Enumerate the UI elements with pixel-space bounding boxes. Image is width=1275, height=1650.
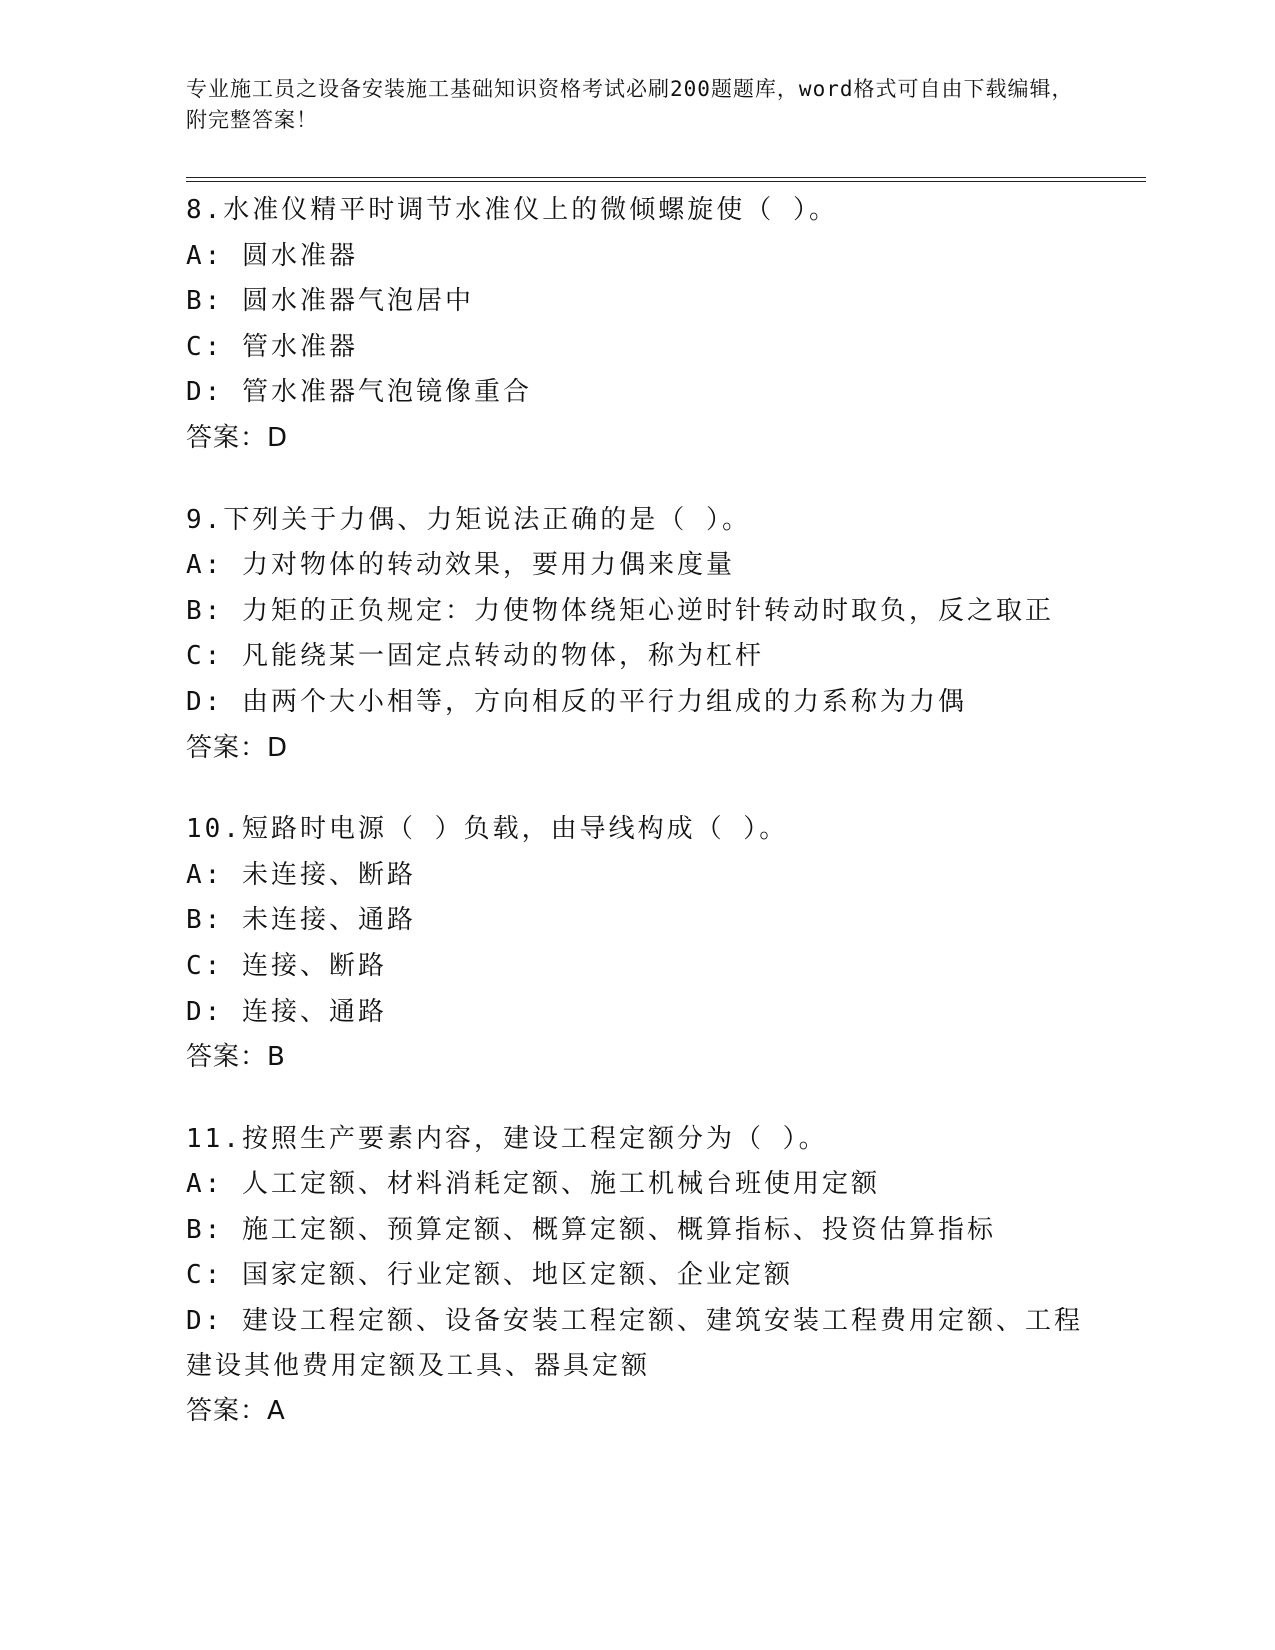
answer-line (186, 1035, 1086, 1081)
answer-label: 答案： (186, 1396, 268, 1427)
option-d: D: 建设工程定额、设备安装工程定额、建筑安装工程费用定额、工程建设其他费用定额及工具、器具定额 (186, 1306, 1083, 1382)
option-c: C: 管水准器 (186, 331, 358, 362)
option-a: A: 圆水准器 (186, 240, 358, 271)
option-c: C: 凡能绕某一固定点转动的物体，称为杠杆 (186, 641, 764, 672)
question-item (186, 498, 1086, 772)
option-a: A: 人工定额、材料消耗定额、施工机械台班使用定额 (186, 1169, 880, 1200)
question-item (186, 1117, 1086, 1435)
option-b: B: 力矩的正负规定：力使物体绕矩心逆时针转动时取负，反之取正 (186, 595, 1054, 626)
question-item (186, 188, 1086, 462)
document-intro: 专业施工员之设备安装施工基础知识资格考试必刷200题题库，word格式可自由下载编辑，附完整答案！ (186, 77, 1074, 132)
question-list (186, 188, 1086, 1471)
option-d: D: 由两个大小相等，方向相反的平行力组成的力系称为力偶 (186, 686, 967, 717)
header-divider (186, 177, 1146, 182)
answer-line (186, 726, 1086, 772)
option-b: B: 未连接、通路 (186, 905, 416, 936)
answer-value: D (267, 422, 289, 453)
question-stem: 9.下列关于力偶、力矩说法正确的是（ ）。 (186, 504, 751, 535)
question-stem: 11.按照生产要素内容，建设工程定额分为（ ）。 (186, 1123, 828, 1154)
option-d: D: 管水准器气泡镜像重合 (186, 377, 532, 408)
option-a: A: 力对物体的转动效果，要用力偶来度量 (186, 550, 735, 581)
option-c: C: 国家定额、行业定额、地区定额、企业定额 (186, 1260, 793, 1291)
answer-line (186, 416, 1086, 462)
question-stem: 8.水准仪精平时调节水准仪上的微倾螺旋使（ ）。 (186, 195, 838, 225)
question-stem: 10.短路时电源（ ）负载，由导线构成（ ）。 (186, 814, 789, 845)
option-a: A: 未连接、断路 (186, 859, 416, 890)
answer-value: D (267, 732, 289, 763)
answer-value: B (267, 1042, 286, 1073)
answer-line (186, 1389, 1086, 1435)
option-d: D: 连接、通路 (186, 996, 387, 1027)
answer-value: A (267, 1396, 286, 1427)
question-item (186, 807, 1086, 1081)
answer-label: 答案： (186, 422, 268, 453)
answer-label: 答案： (186, 1042, 268, 1073)
answer-label: 答案： (186, 732, 268, 763)
option-b: B: 圆水准器气泡居中 (186, 286, 474, 317)
option-c: C: 连接、断路 (186, 950, 387, 981)
option-b: B: 施工定额、预算定额、概算定额、概算指标、投资估算指标 (186, 1214, 996, 1245)
